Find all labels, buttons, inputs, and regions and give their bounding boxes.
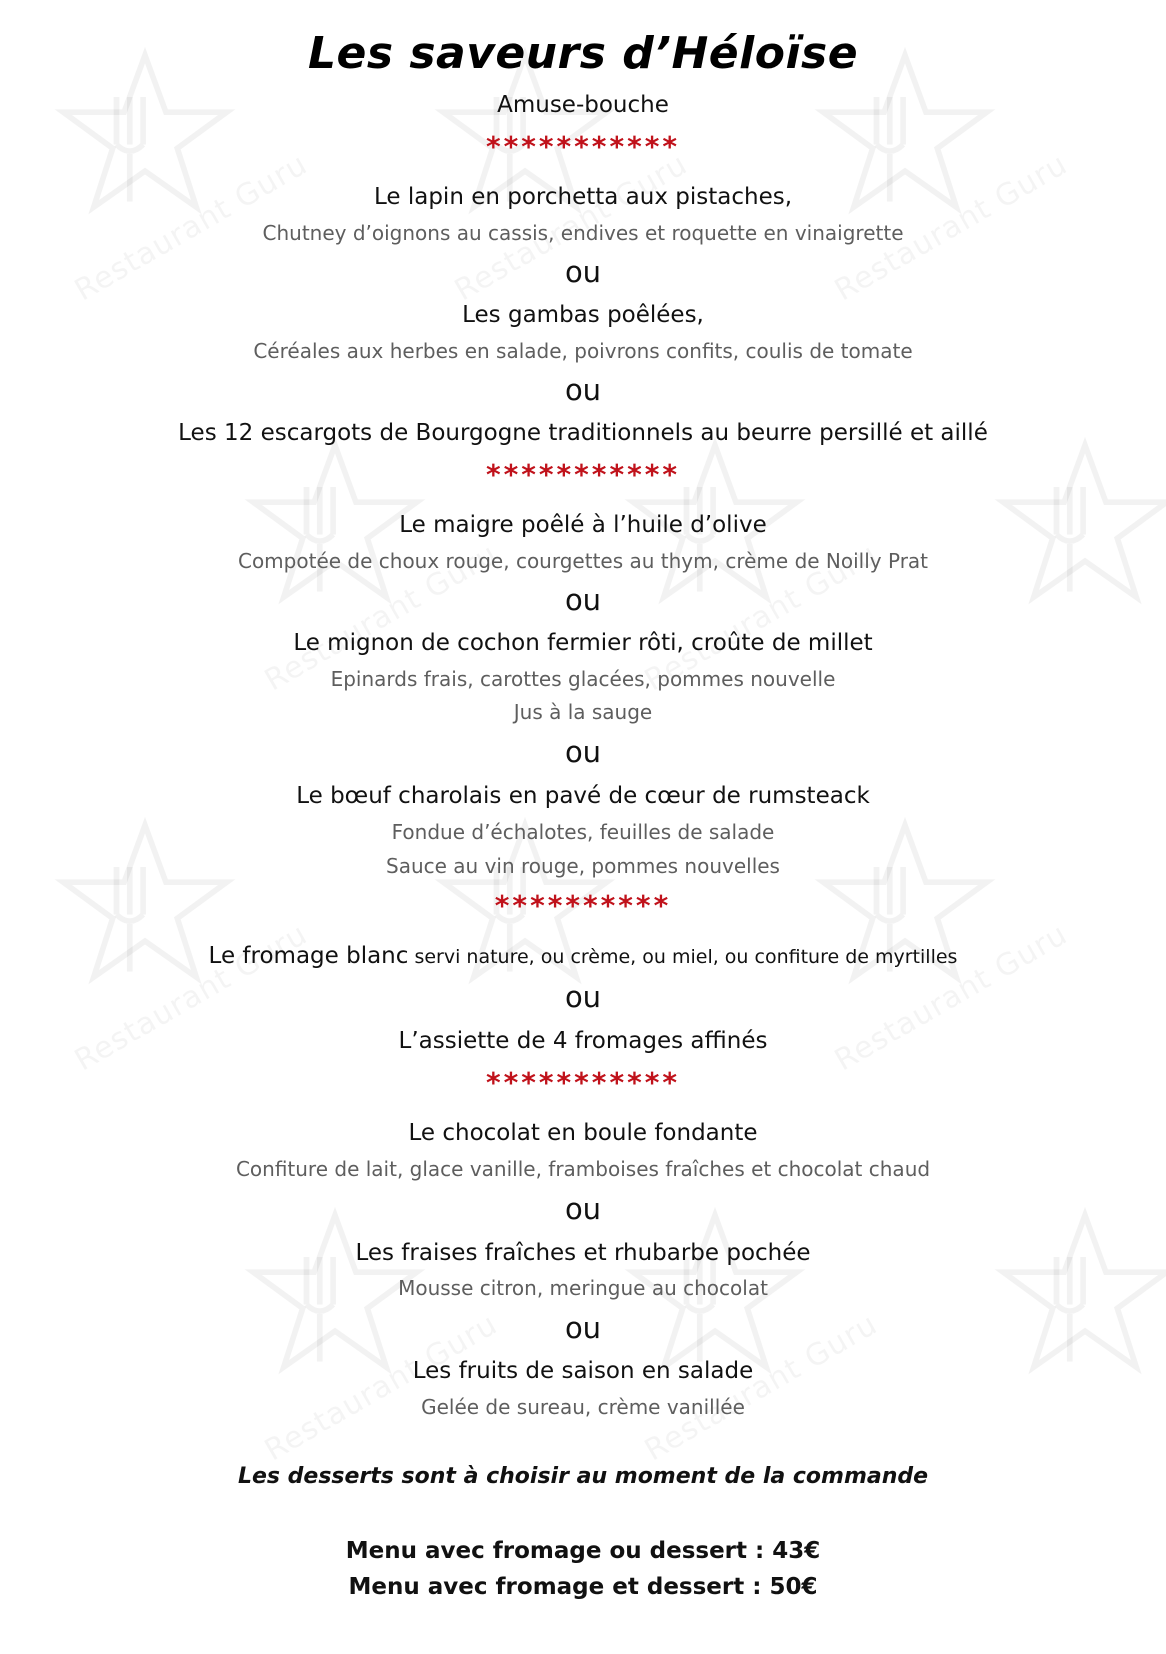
starter-name: Les 12 escargots de Bourgogne traditionnels au beurre persillé et aillé <box>178 420 988 446</box>
main-description: Compotée de choux rouge, courgettes au thym, crème de Noilly Prat <box>237 549 929 573</box>
or-divider: ou <box>564 255 602 289</box>
dessert-description: Mousse citron, meringue au chocolat <box>398 1276 768 1300</box>
separator: ********** <box>494 889 672 922</box>
cheese-name: L’assiette de 4 fromages affinés <box>398 1028 768 1054</box>
cheese-detail: servi nature, ou crème, ou miel, ou confiture de myrtilles <box>408 946 958 968</box>
separator: *********** <box>485 130 681 163</box>
amuse-bouche: Amuse-bouche <box>497 92 669 118</box>
or-divider: ou <box>564 980 602 1014</box>
dessert-note: Les desserts sont à choisir au moment de la commande <box>237 1464 929 1489</box>
separator: *********** <box>485 1066 681 1099</box>
starter-description: Céréales aux herbes en salade, poivrons confits, coulis de tomate <box>253 339 913 363</box>
price-line: Menu avec fromage et dessert : 50€ <box>348 1574 818 1600</box>
starter-name: Le lapin en porchetta aux pistaches, <box>373 184 793 210</box>
main-description: Jus à la sauge <box>513 700 653 724</box>
cheese-item <box>0 943 1166 969</box>
or-divider: ou <box>564 735 602 769</box>
dessert-description: Confiture de lait, glace vanille, framboises fraîches et chocolat chaud <box>235 1157 931 1181</box>
dessert-name: Les fruits de saison en salade <box>412 1358 754 1384</box>
dessert-name: Le chocolat en boule fondante <box>408 1120 758 1146</box>
or-divider: ou <box>564 1192 602 1226</box>
price-line: Menu avec fromage ou dessert : 43€ <box>345 1538 821 1564</box>
menu-title: Les saveurs d’Héloïse <box>307 28 859 79</box>
cheese-name: Le fromage blanc <box>208 943 409 969</box>
main-description: Fondue d’échalotes, feuilles de salade <box>391 820 775 844</box>
or-divider: ou <box>564 373 602 407</box>
or-divider: ou <box>564 1311 602 1345</box>
separator: *********** <box>485 458 681 491</box>
main-description: Epinards frais, carottes glacées, pommes nouvelle <box>330 667 836 691</box>
main-name: Le bœuf charolais en pavé de cœur de rumsteack <box>296 783 870 809</box>
main-name: Le mignon de cochon fermier rôti, croûte de millet <box>293 630 873 656</box>
dessert-name: Les fraises fraîches et rhubarbe pochée <box>355 1240 811 1266</box>
main-name: Le maigre poêlé à l’huile d’olive <box>399 512 767 538</box>
dessert-description: Gelée de sureau, crème vanillée <box>421 1395 745 1419</box>
or-divider: ou <box>564 583 602 617</box>
starter-description: Chutney d’oignons au cassis, endives et roquette en vinaigrette <box>262 221 904 245</box>
main-description: Sauce au vin rouge, pommes nouvelles <box>386 854 780 878</box>
starter-name: Les gambas poêlées, <box>462 302 704 328</box>
